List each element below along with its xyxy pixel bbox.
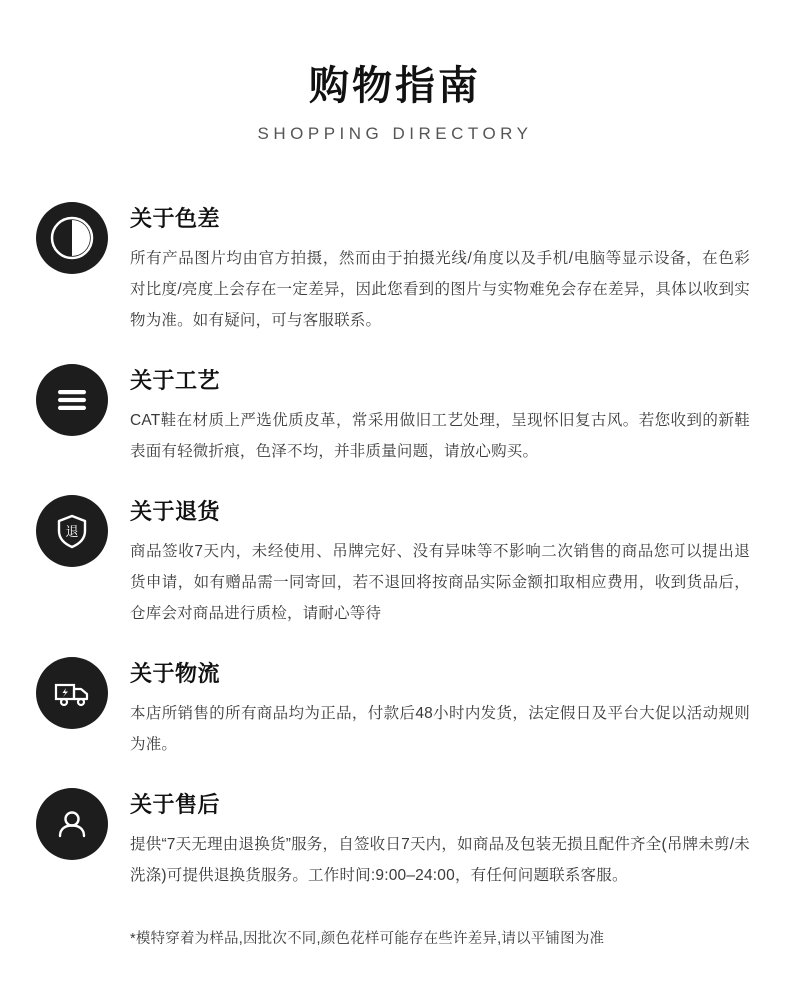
layers-icon <box>36 364 108 436</box>
section-after-sales <box>36 786 750 891</box>
section-text: 商品签收7天内，未经使用、吊牌完好、没有异味等不影响二次销售的商品您可以提出退货申请，如有赠品需一同寄回，若不退回将按商品实际金额扣取相应费用，收到货品后，仓库会对商品进行质检，请耐心等待 <box>130 543 750 622</box>
page-title: 购物指南 <box>309 64 481 108</box>
icon-wrap <box>36 788 108 860</box>
section-title: 关于色差 <box>130 206 221 231</box>
section-title: 关于工艺 <box>130 368 221 393</box>
section-returns <box>36 493 750 629</box>
section-title: 关于物流 <box>130 661 221 686</box>
guide-sections <box>0 200 790 891</box>
customer-service-icon <box>36 788 108 860</box>
color-contrast-icon <box>36 202 108 274</box>
icon-wrap <box>36 364 108 436</box>
section-title: 关于售后 <box>130 792 221 817</box>
footnote: *模特穿着为样品,因批次不同,颜色花样可能存在些许差异,请以平铺图为准 <box>130 931 605 947</box>
svg-text:退: 退 <box>65 524 79 539</box>
section-text: 本店所销售的所有商品均为正品，付款后48小时内发货，法定假日及平台大促以活动规则为准。 <box>130 705 750 753</box>
section-body <box>130 786 750 891</box>
page-subtitle: SHOPPING DIRECTORY <box>257 124 533 143</box>
section-body <box>130 655 750 760</box>
section-logistics <box>36 655 750 760</box>
page-header <box>0 0 790 144</box>
return-shield-icon <box>36 495 108 567</box>
section-craft <box>36 362 750 467</box>
section-text: 所有产品图片均由官方拍摄，然而由于拍摄光线/角度以及手机/电脑等显示设备，在色彩对比度/亮度上会存在一定差异，因此您看到的图片与实物难免会存在差异，具体以收到实物为准。如有疑问，可与客服联系。 <box>130 250 750 329</box>
icon-wrap <box>36 202 108 274</box>
section-body <box>130 362 750 467</box>
icon-wrap <box>36 495 108 567</box>
icon-wrap <box>36 657 108 729</box>
delivery-truck-icon <box>36 657 108 729</box>
section-color-difference <box>36 200 750 336</box>
section-body <box>130 200 750 336</box>
section-title: 关于退货 <box>130 499 221 524</box>
section-text: 提供“7天无理由退换货”服务，自签收日7天内，如商品及包装无损且配件齐全(吊牌未剪/未洗涤)可提供退换货服务。工作时间:9:00–24:00，有任何问题联系客服。 <box>130 836 750 884</box>
section-text: CAT鞋在材质上严选优质皮革，常采用做旧工艺处理，呈现怀旧复古风。若您收到的新鞋表面有轻微折痕，色泽不均，并非质量问题，请放心购买。 <box>130 412 750 460</box>
section-body <box>130 493 750 629</box>
